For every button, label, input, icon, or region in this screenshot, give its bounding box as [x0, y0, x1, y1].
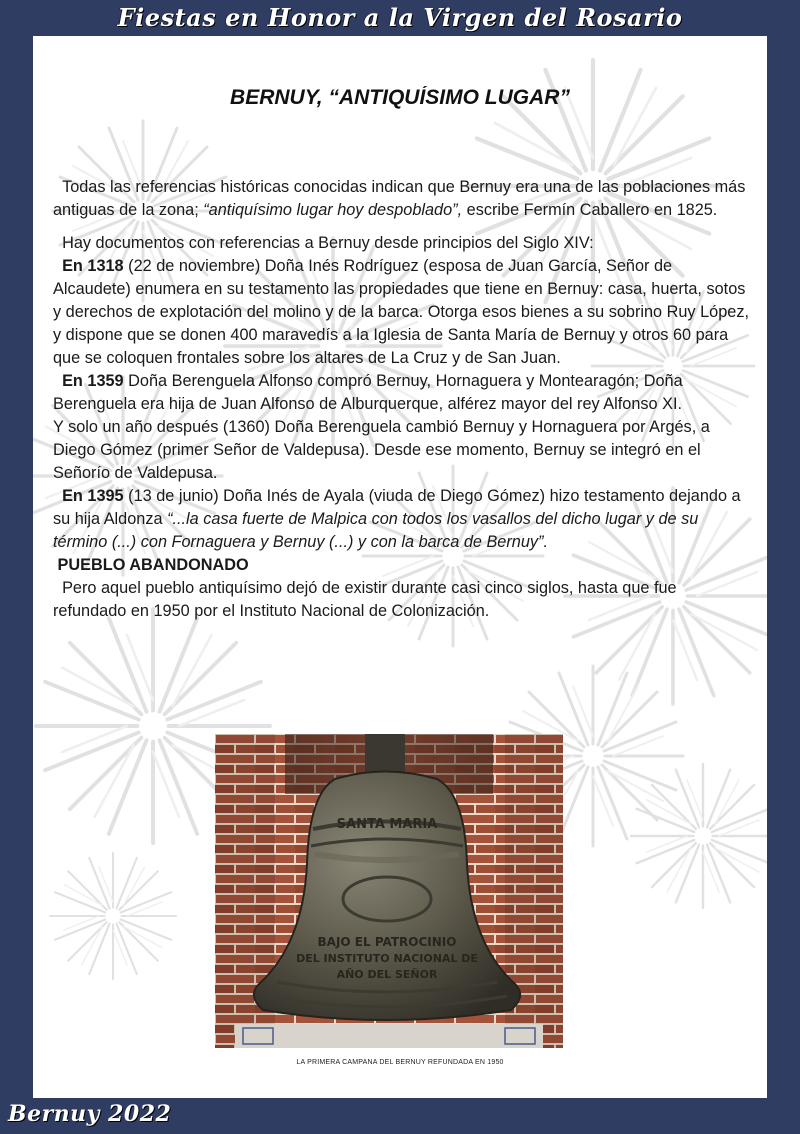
bell-inscription-1: BAJO EL PATROCINIO [317, 935, 457, 949]
year-1359: En 1359 [62, 372, 124, 390]
section-heading: PUEBLO ABANDONADO [57, 556, 249, 574]
paragraph-1395: En 1395 (13 de junio) Doña Inés de Ayala (viuda de Diego Gómez) hizo testamento dejando a su hija Aldonza “...la casa fuerte de Malpica con todos los vasallos del dicho lugar y de su término (...) con Fornaguera y Bernuy (...) y con la barca de Bernuy”. [53, 487, 741, 551]
quote-antiquisimo: “antiquísimo lugar hoy despoblado”, [203, 201, 463, 219]
article-body [53, 176, 753, 623]
article-title: BERNUY, “ANTIQUÍSIMO LUGAR” [230, 86, 570, 109]
bell-photo [215, 734, 563, 1048]
bell-inscription-3: AÑO DEL SEÑOR [336, 968, 438, 981]
paragraph-1318: En 1318 (22 de noviembre) Doña Inés Rodríguez (esposa de Juan García, Señor de Alcaudete) enumera en su testamento las propiedades que tiene en Bernuy: casa, huerta, sotos y derechos de explotación del molino y de la barca. Otorga esos bienes a su sobrino Ruy López, y dispone que se donen 400 maravedís a la Iglesia de Santa María de Bernuy y otros 60 para que se coloquen frontales sobre los altares de La Cruz y de San Juan. [53, 257, 749, 367]
photo-caption: LA PRIMERA CAMPANA DEL BERNUY REFUNDADA EN 1950 [296, 1059, 504, 1066]
paragraph-intro: Todas las referencias históricas conocidas indican que Bernuy era una de las poblaciones más antiguas de la zona; “antiquísimo lugar hoy despoblado”, escribe Fermín Caballero en 1825. [53, 178, 746, 219]
year-1318: En 1318 [62, 257, 124, 275]
paragraph-1360: Y solo un año después (1360) Doña Berenguela cambió Bernuy y Hornaguera por Argés, a Diego Gómez (primer Señor de Valdepusa). Desde ese momento, Bernuy se integró en el Señorío de Valdepusa. [53, 418, 710, 482]
paragraph-documents: Hay documentos con referencias a Bernuy desde principios del Siglo XIV: [62, 234, 594, 252]
content-panel [33, 36, 767, 1098]
paragraph-1359: En 1359 Doña Berenguela Alfonso compró Bernuy, Hornaguera y Montearagón; Doña Berenguela era hija de Juan Alfonso de Alburquerque, alférez mayor del rey Alfonso XI. [53, 372, 683, 413]
bell-inscription-2: DEL INSTITUTO NACIONAL DE [296, 952, 478, 965]
page-footer-label: Bernuy 2022 [8, 1101, 172, 1127]
church-bell-icon [215, 734, 563, 1048]
bell-inscription-top: SANTA MARIA [336, 817, 438, 832]
year-1395: En 1395 [62, 487, 124, 505]
quote-testamento: “...la casa fuerte de Malpica con todos los vasallos del dicho lugar y de su término (...) con Fornaguera y Bernuy (...) y con la barca de Bernuy”. [53, 510, 699, 551]
page-header-title: Fiestas en Honor a la Virgen del Rosario [117, 3, 683, 32]
paragraph-abandonado: Pero aquel pueblo antiquísimo dejó de existir durante casi cinco siglos, hasta que fue refundado en 1950 por el Instituto Nacional de Colonización. [53, 579, 677, 620]
